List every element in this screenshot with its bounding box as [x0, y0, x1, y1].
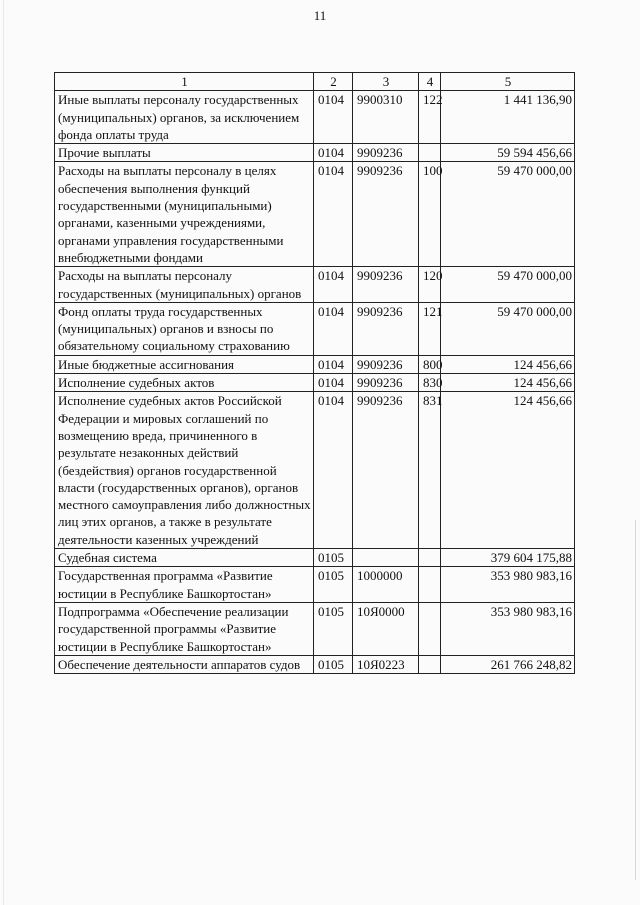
table-row: [55, 602, 575, 655]
section-code: 0105: [314, 602, 353, 655]
table-row: [55, 392, 575, 549]
item-name: Подпрограмма «Обеспечение реализации государственной программы «Развитие юстиции в Республике Башкортостан»: [55, 602, 314, 655]
amount: 59 594 456,66: [441, 144, 575, 162]
expense-type-code: [419, 549, 441, 567]
expense-type-code: 100: [419, 162, 441, 267]
section-code: 0104: [314, 144, 353, 162]
expense-type-code: [419, 655, 441, 673]
item-name: Расходы на выплаты персоналу в целях обеспечения выполнения функций государственными (муниципальными) органами, казенными учреждениями, органами управления государственными внебюджетными фондами: [55, 162, 314, 267]
article-code: 9909236: [353, 392, 419, 549]
amount: 353 980 983,16: [441, 567, 575, 603]
amount: 124 456,66: [441, 392, 575, 549]
item-name: Обеспечение деятельности аппаратов судов: [55, 655, 314, 673]
amount: 124 456,66: [441, 374, 575, 392]
table-row: [55, 302, 575, 355]
section-code: 0104: [314, 91, 353, 144]
article-code: 9909236: [353, 267, 419, 303]
section-code: 0104: [314, 267, 353, 303]
amount: 59 470 000,00: [441, 302, 575, 355]
section-code: 0104: [314, 374, 353, 392]
section-code: 0104: [314, 392, 353, 549]
item-name: Иные выплаты персоналу государственных (муниципальных) органов, за исключением фонда оплаты труда: [55, 91, 314, 144]
article-code: 9909236: [353, 144, 419, 162]
section-code: 0104: [314, 162, 353, 267]
section-code: 0104: [314, 355, 353, 373]
table-header-row: [55, 73, 575, 91]
table-row: [55, 162, 575, 267]
column-header: 2: [314, 73, 353, 91]
column-header: 1: [55, 73, 314, 91]
amount: 1 441 136,90: [441, 91, 575, 144]
section-code: 0105: [314, 549, 353, 567]
budget-table-container: [54, 72, 575, 674]
expense-type-code: [419, 144, 441, 162]
article-code: 10Я0223: [353, 655, 419, 673]
item-name: Расходы на выплаты персоналу государственных (муниципальных) органов: [55, 267, 314, 303]
expense-type-code: 831: [419, 392, 441, 549]
amount: 59 470 000,00: [441, 162, 575, 267]
expense-type-code: [419, 602, 441, 655]
table-row: [55, 144, 575, 162]
item-name: Государственная программа «Развитие юстиции в Республике Башкортостан»: [55, 567, 314, 603]
item-name: Иные бюджетные ассигнования: [55, 355, 314, 373]
section-code: 0105: [314, 567, 353, 603]
column-header: 5: [441, 73, 575, 91]
amount: 353 980 983,16: [441, 602, 575, 655]
table-row: [55, 549, 575, 567]
column-header: 3: [353, 73, 419, 91]
scan-edge-line: [635, 520, 636, 880]
expense-type-code: 830: [419, 374, 441, 392]
article-code: 9909236: [353, 355, 419, 373]
article-code: 9909236: [353, 302, 419, 355]
section-code: 0104: [314, 302, 353, 355]
table-row: [55, 91, 575, 144]
article-code: 10Я0000: [353, 602, 419, 655]
expense-type-code: 120: [419, 267, 441, 303]
article-code: 9900310: [353, 91, 419, 144]
article-code: 9909236: [353, 162, 419, 267]
expense-type-code: [419, 567, 441, 603]
item-name: Судебная система: [55, 549, 314, 567]
table-row: [55, 655, 575, 673]
item-name: Прочие выплаты: [55, 144, 314, 162]
column-header: 4: [419, 73, 441, 91]
item-name: Исполнение судебных актов: [55, 374, 314, 392]
item-name: Исполнение судебных актов Российской Федерации и мировых соглашений по возмещению вреда, причиненного в результате незаконных действий (бездействия) органов государственной власти (государственных органов), органов местного самоуправления либо должностных лиц этих органов, а также в результате деятельности казенных учреждений: [55, 392, 314, 549]
table-row: [55, 355, 575, 373]
budget-table: [54, 72, 575, 674]
table-row: [55, 374, 575, 392]
amount: 124 456,66: [441, 355, 575, 373]
page-number: 11: [313, 8, 327, 23]
table-row: [55, 267, 575, 303]
item-name: Фонд оплаты труда государственных (муниципальных) органов и взносы по обязательному социальному страхованию: [55, 302, 314, 355]
amount: 59 470 000,00: [441, 267, 575, 303]
expense-type-code: 800: [419, 355, 441, 373]
article-code: 1000000: [353, 567, 419, 603]
amount: 261 766 248,82: [441, 655, 575, 673]
amount: 379 604 175,88: [441, 549, 575, 567]
article-code: 9909236: [353, 374, 419, 392]
article-code: [353, 549, 419, 567]
expense-type-code: 122: [419, 91, 441, 144]
scan-edge-line-left: [3, 0, 4, 905]
table-row: [55, 567, 575, 603]
section-code: 0105: [314, 655, 353, 673]
expense-type-code: 121: [419, 302, 441, 355]
